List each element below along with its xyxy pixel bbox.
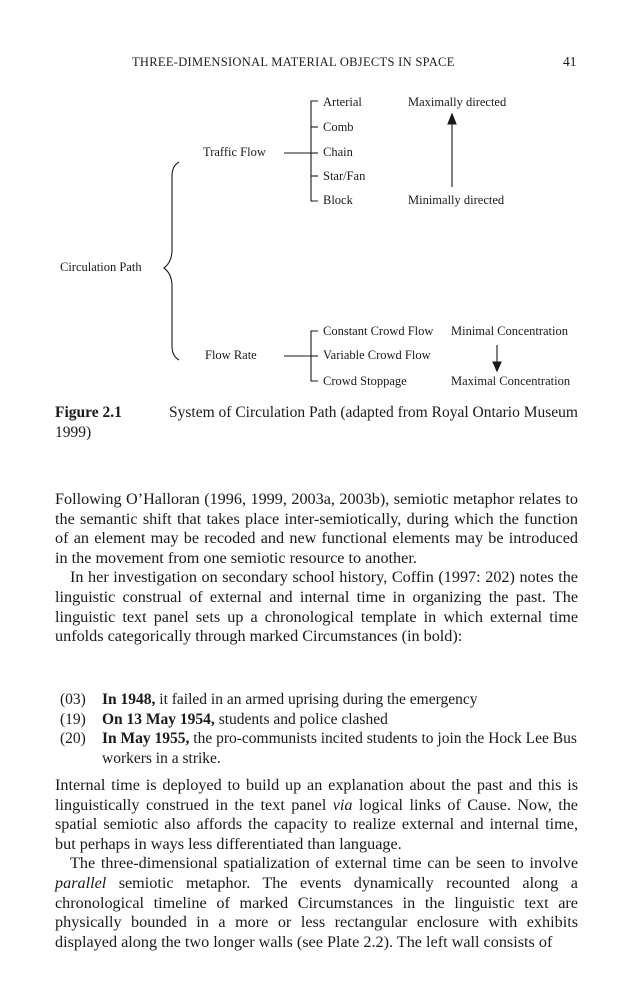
running-title: THREE-DIMENSIONAL MATERIAL OBJECTS IN SPACE [132,55,455,69]
traffic-item: Block [323,193,353,207]
caption-label: Figure 2.1 [55,404,122,421]
caption-line1: System of Circulation Path (adapted from Royal Ontario Museum [169,404,578,421]
example-item [60,690,578,710]
paragraph-2: In her investigation on secondary school history, Coffin (1997: 202) notes the linguistic construal of external and internal time in organizing the past. The linguistic text panel sets up a chronological template in which external time unfolds categorically through marked Circumstances (in bold): [55,568,578,646]
paragraph-4 [55,854,578,952]
flow-scale-bottom: Maximal Concentration [451,374,571,388]
traffic-item: Chain [323,145,353,159]
page-number: 41 [563,54,577,69]
flow-rate-item: Variable Crowd Flow [323,348,431,362]
para3-italic: via [332,795,353,814]
traffic-item: Star/Fan [323,169,366,183]
para4-italic: parallel [55,873,107,892]
traffic-item: Comb [323,120,354,134]
flow-rate-label: Flow Rate [205,348,257,362]
paragraph-3 [55,776,578,854]
circulation-diagram [0,0,638,400]
traffic-flow-label: Traffic Flow [203,145,266,159]
example-number: (03) [60,691,86,708]
example-item [60,729,578,768]
body-text [55,490,578,647]
traffic-flow-bracket [311,101,318,201]
caption-line2: 1999) [55,424,92,441]
para3-text: Internal time is deployed to build up an explanation about the past and this is linguistically construed in the text panel [55,776,578,814]
flow-scale-arrowhead [493,362,501,371]
root-label: Circulation Path [60,260,142,274]
example-number: (20) [60,730,86,747]
flow-rate-item: Constant Crowd Flow [323,324,434,338]
para4-text-end: semiotic metaphor. The events dynamically recounted along a chronological timeline of marked Circumstances in the linguistic text are physically bounded in a more or less rectangular enclosure with exhibits displayed along the two longer walls (see Plate 2.2). The left wall consists of [55,873,578,951]
example-bold: In 1948, [102,691,156,708]
example-bold: In May 1955, [102,730,190,747]
example-text: it failed in an armed uprising during the emergency [155,691,478,708]
example-bold: On 13 May 1954, [102,710,215,728]
figure-caption [55,403,578,443]
example-list [60,690,578,768]
flow-rate-item: Crowd Stoppage [323,374,407,388]
traffic-scale-arrowhead [448,114,456,124]
para3-text-end: logical links of Cause. Now, the spatial semiotic also affords the capacity to realize external and internal time, but perhaps in ways less differentiated than language. [55,795,578,853]
flow-scale-top: Minimal Concentration [451,324,568,338]
traffic-item: Arterial [323,95,362,109]
example-text: the pro-communists incited students to join the Hock Lee Bus workers in a strike. [102,730,577,767]
example-text: students and police clashed [214,710,388,728]
example-number: (19) [60,710,86,728]
traffic-scale-bottom: Minimally directed [408,193,505,207]
body-text-continued [55,776,578,952]
example-item [60,710,578,730]
paragraph-1: Following O’Halloran (1996, 1999, 2003a, 2003b), semiotic metaphor relates to the semantic shift that takes place inter-semiotically, during which the function of an element may be recoded and new functional elements may be introduced in the movement from one semiotic resource to another. [55,490,578,567]
para4-text: The three-dimensional spatialization of external time can be seen to involve [70,854,578,873]
traffic-scale-top: Maximally directed [408,95,507,109]
root-brace [164,162,179,360]
